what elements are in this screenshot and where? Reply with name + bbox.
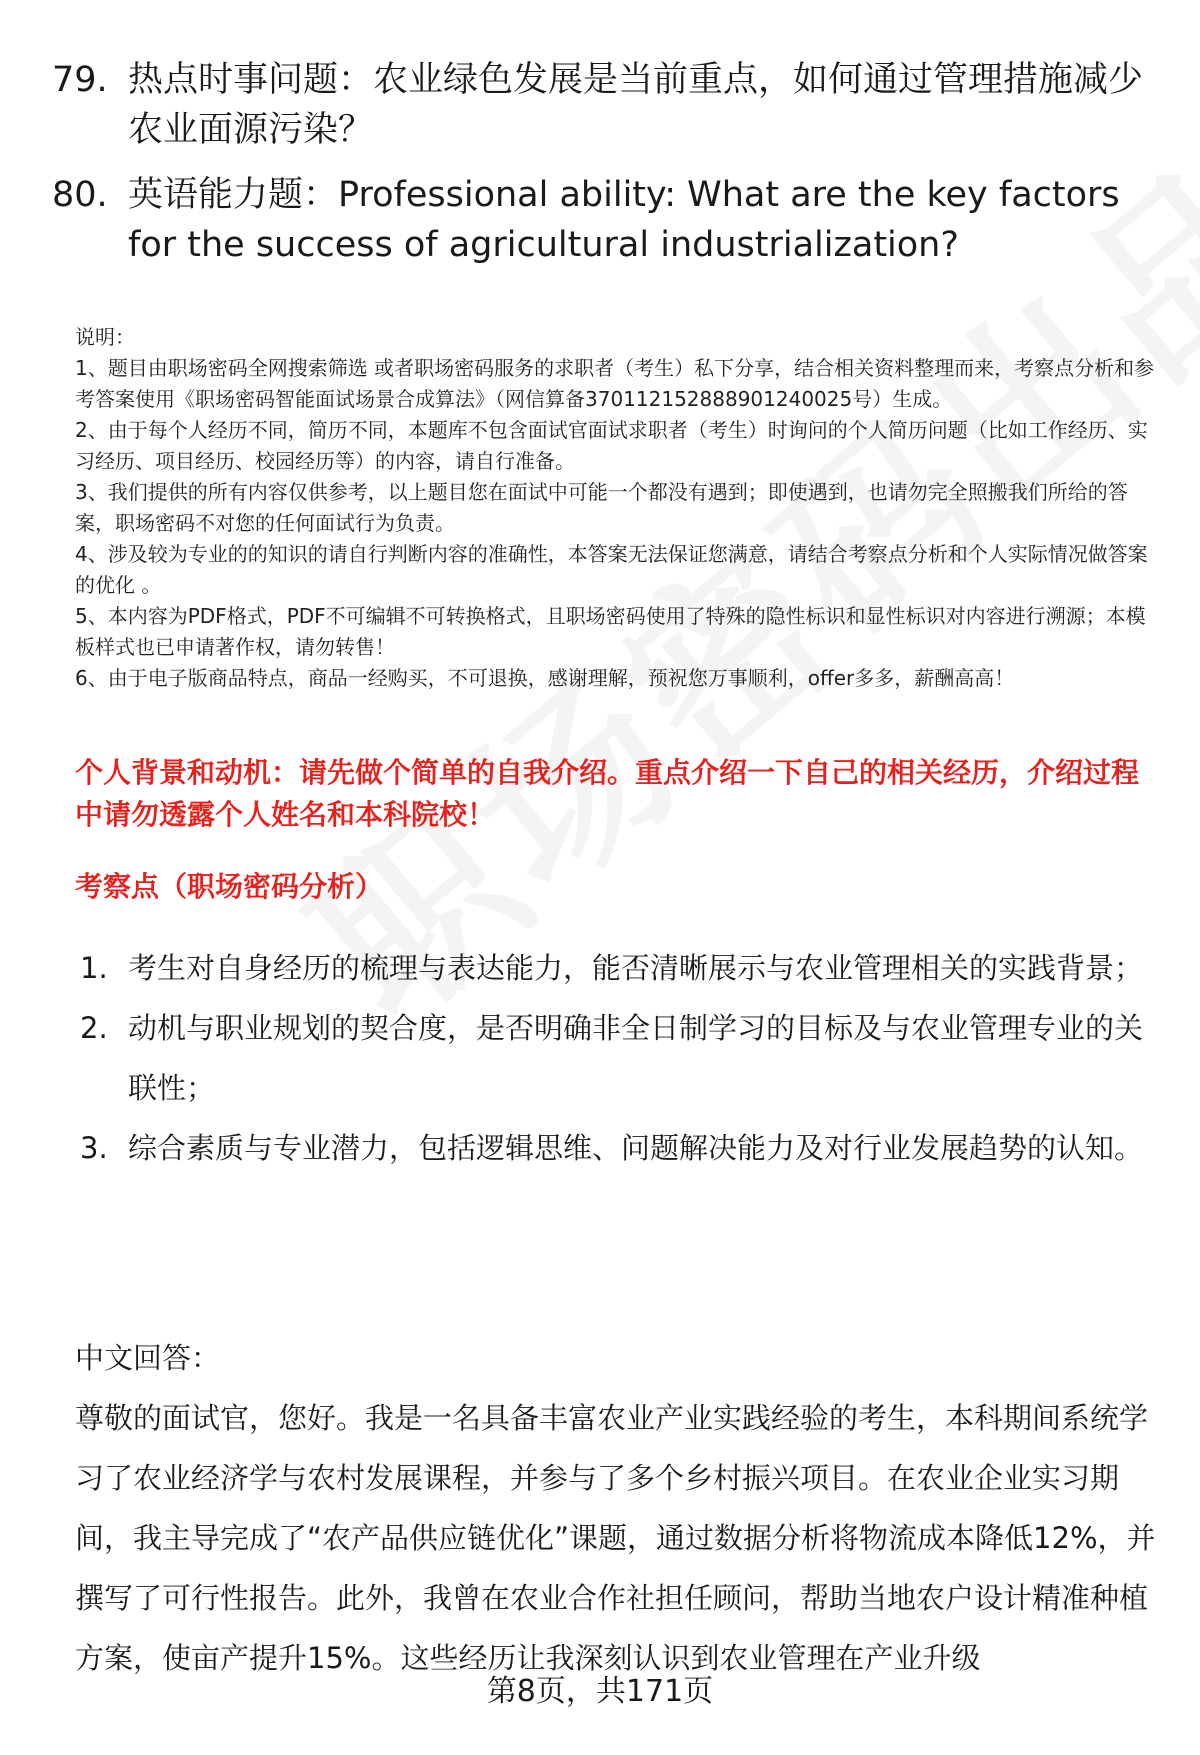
notes-title: 说明： [75, 325, 135, 349]
analysis-heading: 考察点（职场密码分析） [75, 870, 384, 903]
answer-text: 尊敬的面试官，您好。我是一名具备丰富农业产业实践经验的考生，本科期间系统学习了农业经济学与农村发展课程，并参与了多个乡村振兴项目。在农业企业实习期间，我主导完成了“农产品供应链优化”课题，通过数据分析将物流成本降低12%，并撰写了可行性报告。此外，我曾在农业合作社担任顾问，帮助当地农户设计精准种植方案，使亩产提升15%。这些经历让我深刻认识到农业管理在产业升级 [75, 1401, 1156, 1675]
list-number: 1. [80, 951, 108, 985]
note-item: 4、涉及较为专业的的知识的请自行判断内容的准确性，本答案无法保证您满意，请结合考察点分析和个人实际情况做答案的优化 。 [75, 542, 1148, 597]
question-80 [52, 170, 1152, 270]
question-number: 79. [52, 60, 108, 100]
question-heading: 个人背景和动机：请先做个简单的自我介绍。重点介绍一下自己的相关经历，介绍过程中请勿透露个人姓名和本科院校！ [75, 756, 1140, 831]
list-item [80, 938, 1160, 998]
answer-label: 中文回答： [75, 1341, 221, 1375]
answer-section [75, 1328, 1165, 1688]
analysis-points [80, 938, 1160, 1178]
page-number: 第8页，共171页 [486, 1674, 714, 1709]
list-text: 考生对自身经历的梳理与表达能力，能否清晰展示与农业管理相关的实践背景； [128, 951, 1144, 985]
question-text: 热点时事问题：农业绿色发展是当前重点，如何通过管理措施减少农业面源污染？ [128, 60, 1144, 150]
note-item: 3、我们提供的所有内容仅供参考，以上题目您在面试中可能一个都没有遇到；即使遇到，也请勿完全照搬我们所给的答案，职场密码不对您的任何面试行为负责。 [75, 480, 1128, 535]
note-item: 5、本内容为PDF格式，PDF不可编辑不可转换格式，且职场密码使用了特殊的隐性标识和显性标识对内容进行溯源；本模板样式也已申请著作权，请勿转售！ [75, 604, 1146, 659]
list-item [80, 1118, 1160, 1178]
list-number: 3. [80, 1131, 108, 1165]
question-number: 80. [52, 175, 108, 215]
question-79 [52, 55, 1152, 155]
notes-section [75, 322, 1165, 694]
note-item: 6、由于电子版商品特点，商品一经购买，不可退换，感谢理解，预祝您万事顺利，offer多多，薪酬高高！ [75, 666, 1015, 690]
list-number: 2. [80, 1011, 108, 1045]
note-item: 2、由于每个人经历不同，简历不同，本题库不包含面试官面试求职者（考生）时询问的个人简历问题（比如工作经历、实习经历、项目经历、校园经历等）的内容，请自行准备。 [75, 418, 1148, 473]
question-text: 英语能力题：Professional ability: What are the key factors for the success of agricultural industrialization? [128, 175, 1120, 265]
list-item [80, 998, 1160, 1118]
note-item: 1、题目由职场密码全网搜索筛选 或者职场密码服务的求职者（考生）私下分享，结合相关资料整理而来，考察点分析和参考答案使用《职场密码智能面试场景合成算法》（网信算备370112152888901240025号）生成。 [75, 356, 1155, 411]
list-text: 动机与职业规划的契合度，是否明确非全日制学习的目标及与农业管理专业的关联性； [128, 1011, 1144, 1105]
list-text: 综合素质与专业潜力，包括逻辑思维、问题解决能力及对行业发展趋势的认知。 [128, 1131, 1144, 1165]
